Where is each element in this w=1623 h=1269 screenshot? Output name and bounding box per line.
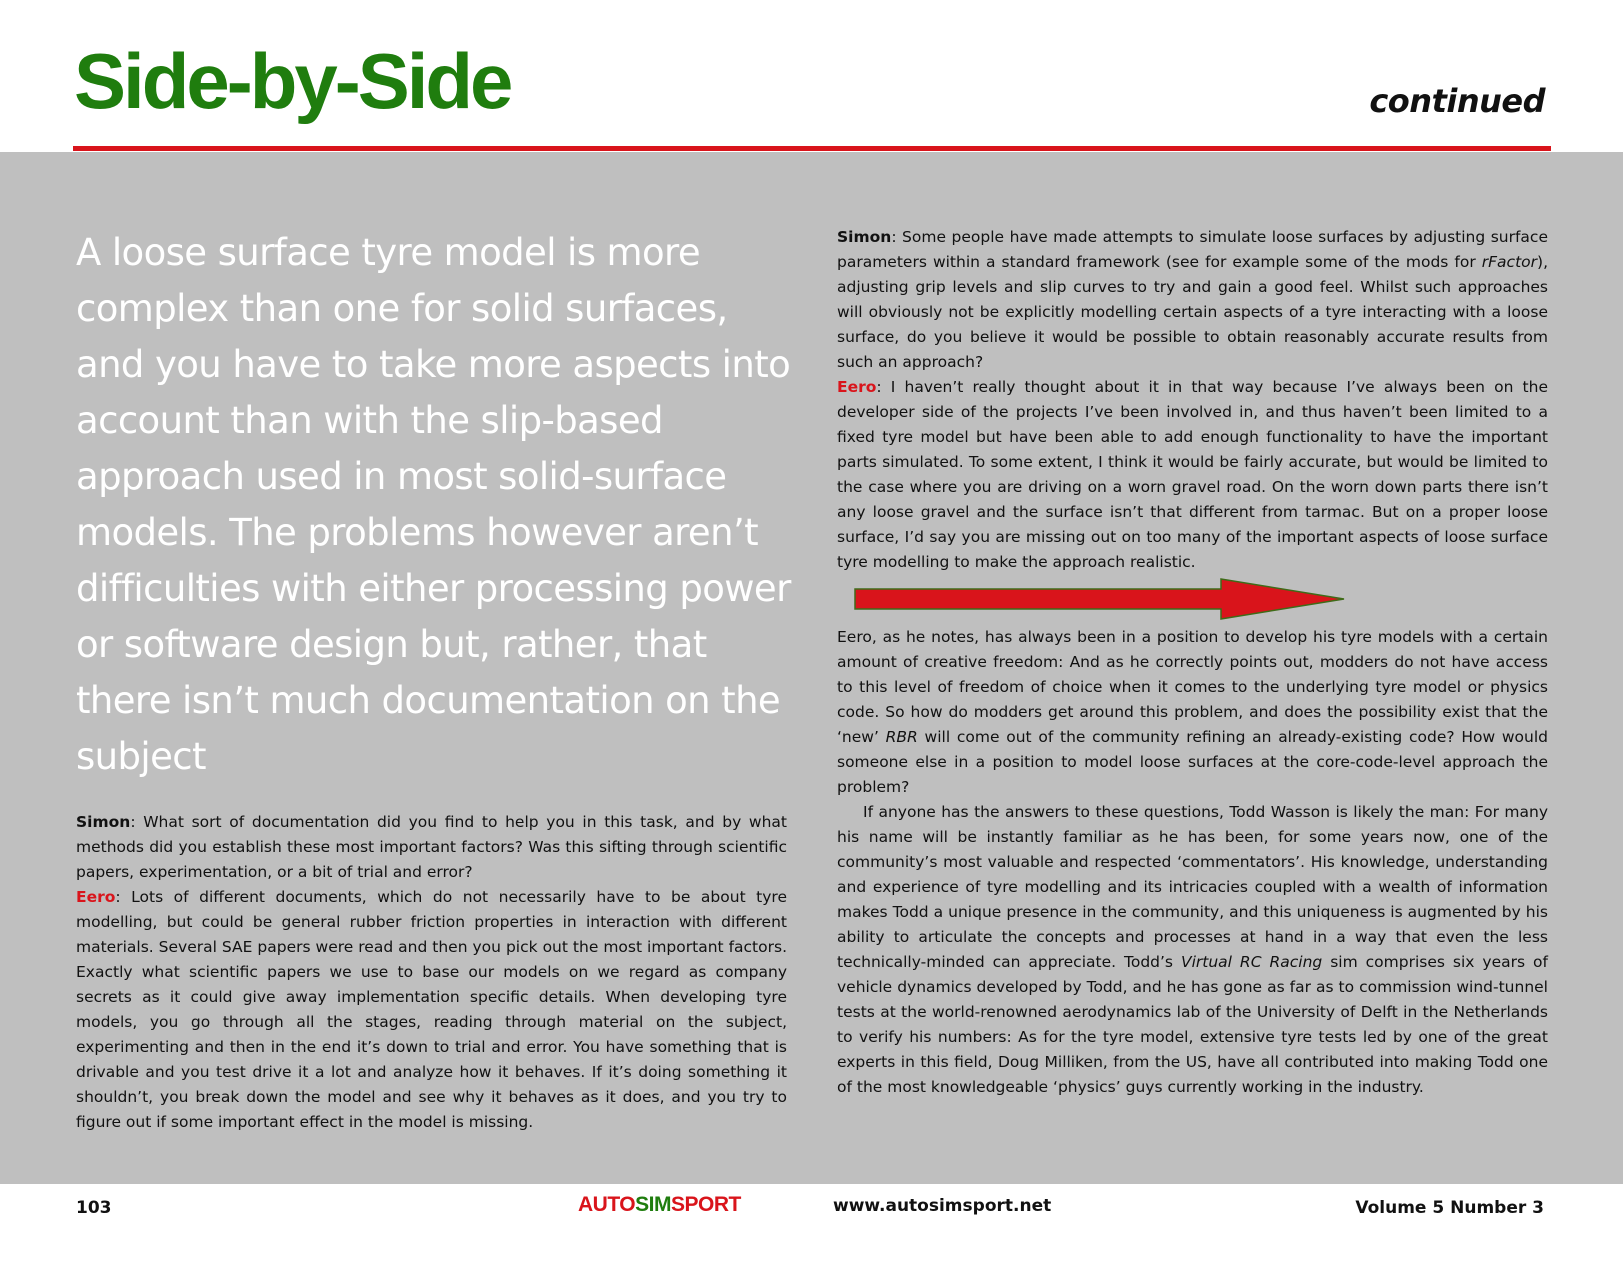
narrative-paragraph-1: [837, 625, 1548, 800]
volume-number: Volume 5 Number 3: [1355, 1198, 1544, 1218]
answer-text: : Lots of different documents, which do not necessarily have to be about tyre modelling, but could be general rubber friction properties in interaction with different materials. Several SAE papers were read and then you pick out the most important factors. Exactly what scientific papers we use to base our models on we regard as company secrets as it could give away implementation specific details. When developing tyre models, you go through all the stages, reading through material on the subject, experimenting and then in the end it’s down to trial and error. You have something that is drivable and you test drive it a lot and analyze how it behaves. If it’s doing something it shouldn’t, you break down the model and see why it behaves as it does, and you try to figure out if some important effect in the model is missing.: [76, 888, 787, 1131]
question-text-part2: ), adjusting grip levels and slip curves to try and gain a good feel. Whilst such approaches will obviously not be explicitly modelling certain aspects of a tyre interacting with a loose surface, do you believe it would be possible to obtain reasonably accurate results from such an approach?: [837, 253, 1548, 371]
autosimsport-logo: [578, 1193, 741, 1217]
pull-quote: A loose surface tyre model is more complex than one for solid surfaces, and you have to take more aspects into account than with the slip-based approach used in most solid-surface models. The problems however aren’t difficulties with either processing power or software design but, rather, that there isn’t much documentation on the subject: [76, 231, 791, 778]
question-text: : What sort of documentation did you find to help you in this task, and by what methods did you establish these most important factors? Was this sifting through scientific papers, experimentation, or a bit of trial and error?: [76, 813, 787, 881]
logo-part-sport: SPORT: [670, 1193, 741, 1216]
speaker-eero: Eero: [837, 378, 877, 396]
simon-question: [837, 225, 1548, 375]
paragraph-text: Eero, as he notes, has always been in a position to develop his tyre models with a certain amount of creative freedom: And as he correctly points out, modders do not have access to this level of freedom of choice when it comes to the underlying tyre model or physics code. So how do modders get around this problem, and does the possibility exist that the ‘new’: [837, 628, 1548, 746]
right-column-interview: [837, 225, 1548, 575]
eero-answer: [76, 885, 787, 1135]
red-arrow-graphic: [854, 578, 1347, 620]
virtual-rc-racing-title: Virtual RC Racing: [1180, 953, 1323, 971]
right-column-narrative: [837, 625, 1548, 1100]
speaker-simon: Simon: [837, 228, 892, 246]
answer-text: : I haven’t really thought about it in that way because I’ve always been on the developer side of the projects I’ve been involved in, and thus haven’t been limited to a fixed tyre model but have been able to add enough functionality to have the important parts simulated. To some extent, I think it would be fairly accurate, but would be limited to the case where you are driving on a worn gravel road. On the worn down parts there isn’t any loose gravel and the surface isn’t that different from tarmac. But on a proper loose surface, I’d say you are missing out on too many of the important aspects of loose surface tyre modelling to make the approach realistic.: [837, 378, 1548, 571]
rbr-title: RBR: [885, 728, 918, 746]
page-title: Side-by-Side: [74, 37, 511, 125]
header-divider: [73, 146, 1551, 151]
eero-answer: [837, 375, 1548, 575]
question-text-part1: : Some people have made attempts to simulate loose surfaces by adjusting surface parameters within a standard framework (see for example some of the mods for: [837, 228, 1548, 271]
paragraph-text: If anyone has the answers to these questions, Todd Wasson is likely the man: For many his name will be instantly familiar as he has been, for some years now, one of the community’s most valuable and respected ‘commentators’. His knowledge, understanding and experience of tyre modelling and its intricacies coupled with a wealth of information makes Todd a unique presence in the community, and this uniqueness is augmented by his ability to articulate the concepts and processes at hand in a way that even the less technically-minded can appreciate. Todd’s: [837, 803, 1548, 971]
left-column-text: [76, 810, 787, 1135]
logo-part-auto: AUTO: [578, 1193, 636, 1216]
logo-part-sim: SIM: [635, 1193, 671, 1216]
speaker-simon: Simon: [76, 813, 131, 831]
narrative-paragraph-2: [837, 800, 1548, 1100]
paragraph-text: will come out of the community refining an already-existing code? How would someone else in a position to model loose surfaces at the core-code-level approach the problem?: [837, 728, 1548, 796]
website-link[interactable]: www.autosimsport.net: [833, 1196, 1052, 1216]
rfactor-title: rFactor: [1481, 253, 1538, 271]
continued-label: continued: [1369, 82, 1545, 120]
page-number: 103: [76, 1198, 112, 1218]
paragraph-text: sim comprises six years of vehicle dynamics developed by Todd, and he has gone as far as to commission wind-tunnel tests at the world-renowned aerodynamics lab of the University of Delft in the Netherlands to verify his numbers: As for the tyre model, extensive tyre tests led by one of the great experts in this field, Doug Milliken, from the US, have all contributed into making Todd one of the most knowledgeable ‘physics’ guys currently working in the industry.: [837, 953, 1548, 1096]
simon-question: [76, 810, 787, 885]
speaker-eero: Eero: [76, 888, 116, 906]
